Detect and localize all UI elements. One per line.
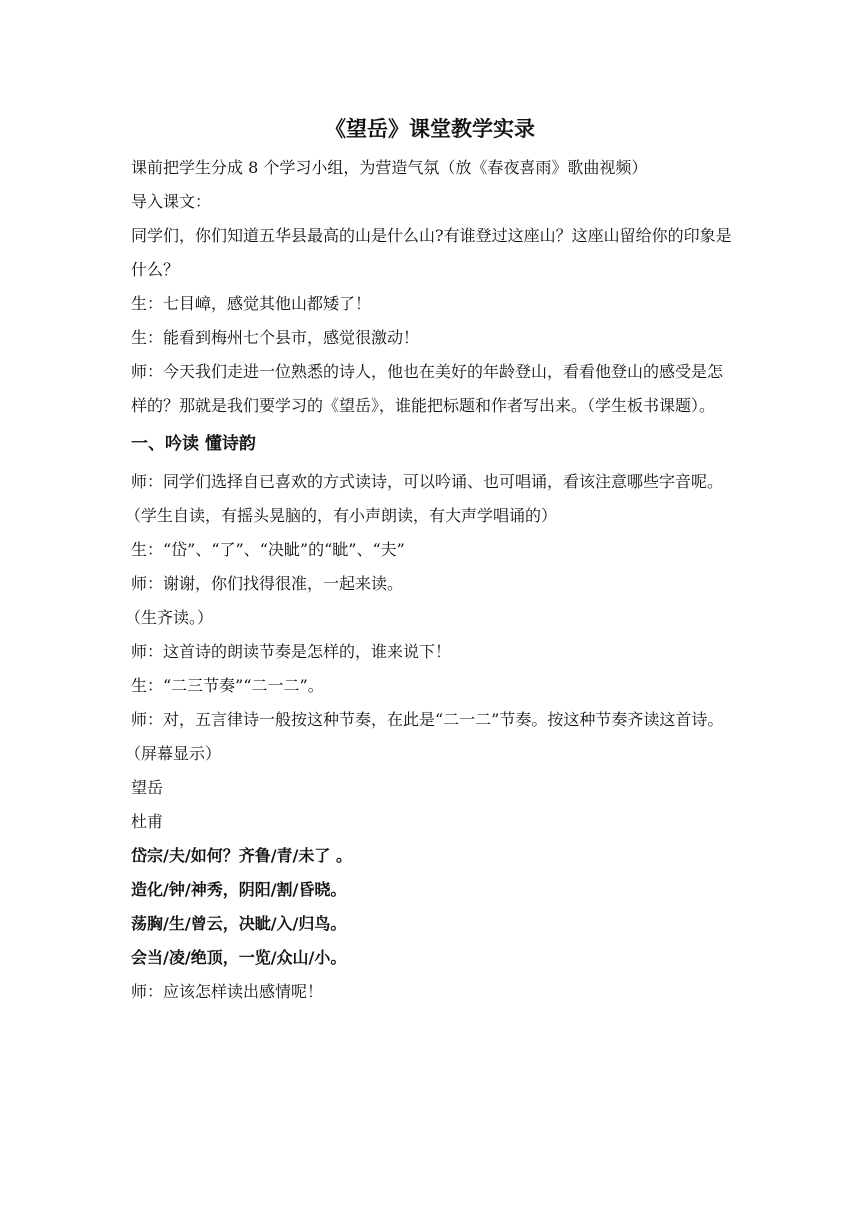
poem-author: 杜甫	[131, 812, 164, 831]
paragraph-teacher: 师：这首诗的朗读节奏是怎样的，谁来说下！	[131, 642, 452, 661]
poem-line: 荡胸/生/曾云，决眦/入/归鸟。	[131, 914, 347, 933]
poem-line: 会当/凌/绝顶，一览/众山/小。	[131, 948, 347, 967]
paragraph-teacher: 师：今天我们走进一位熟悉的诗人，他也在美好的年龄登山，看看他登山的感受是怎样的？那就是我们要学习的《望岳》，谁能把标题和作者写出来。（学生板书课题）。	[131, 362, 724, 415]
paragraph-stage-note: （生齐读。）	[125, 608, 214, 627]
paragraph-student-answer: 生：“岱”、“了”、“决眦”的“眦”、“夫”	[131, 540, 405, 559]
paragraph-teacher: 师：同学们选择自已喜欢的方式读诗，可以吟诵、也可唱诵，看该注意哪些字音呢。	[131, 472, 724, 491]
paragraph-teacher: 师：谢谢，你们找得很准，一起来读。	[131, 574, 404, 593]
paragraph-teacher: 师：对，五言律诗一般按这种节奏，在此是“二一二”节奏。按这种节奏齐读这首诗。	[131, 710, 724, 729]
paragraph-teacher: 师：应该怎样读出感情呢！	[131, 982, 324, 1001]
paragraph-student-answer: 生：七目嶂，感觉其他山都矮了！	[131, 294, 372, 313]
paragraph-lead-in: 导入课文：	[131, 192, 212, 211]
poem-line: 岱宗/夫/如何？齐鲁/青/未了 。	[131, 846, 352, 865]
section-heading: 一、吟读 懂诗韵	[131, 434, 256, 454]
page-title: 《望岳》课堂教学实录	[325, 117, 535, 141]
paragraph-student-answer: 生：能看到梅州七个县市，感觉很激动！	[131, 328, 420, 347]
poem-title: 望岳	[131, 778, 164, 797]
paragraph-stage-note: （屏幕显示）	[125, 744, 222, 763]
paragraph-question: 同学们，你们知道五华县最高的山是什么山?有谁登过这座山？这座山留给你的印象是什么？	[131, 226, 732, 279]
paragraph-student-answer: 生：“二三节奏”“二一二”。	[131, 676, 324, 695]
paragraph-intro: 课前把学生分成 8 个学习小组，为营造气氛（放《春夜喜雨》歌曲视频）	[131, 158, 648, 177]
poem-line: 造化/钟/神秀，阴阳/割/昏晓。	[131, 880, 347, 899]
document-body	[125, 151, 733, 1009]
paragraph-stage-note: （学生自读，有摇头晃脑的，有小声朗读，有大声学唱诵的）	[125, 506, 558, 525]
